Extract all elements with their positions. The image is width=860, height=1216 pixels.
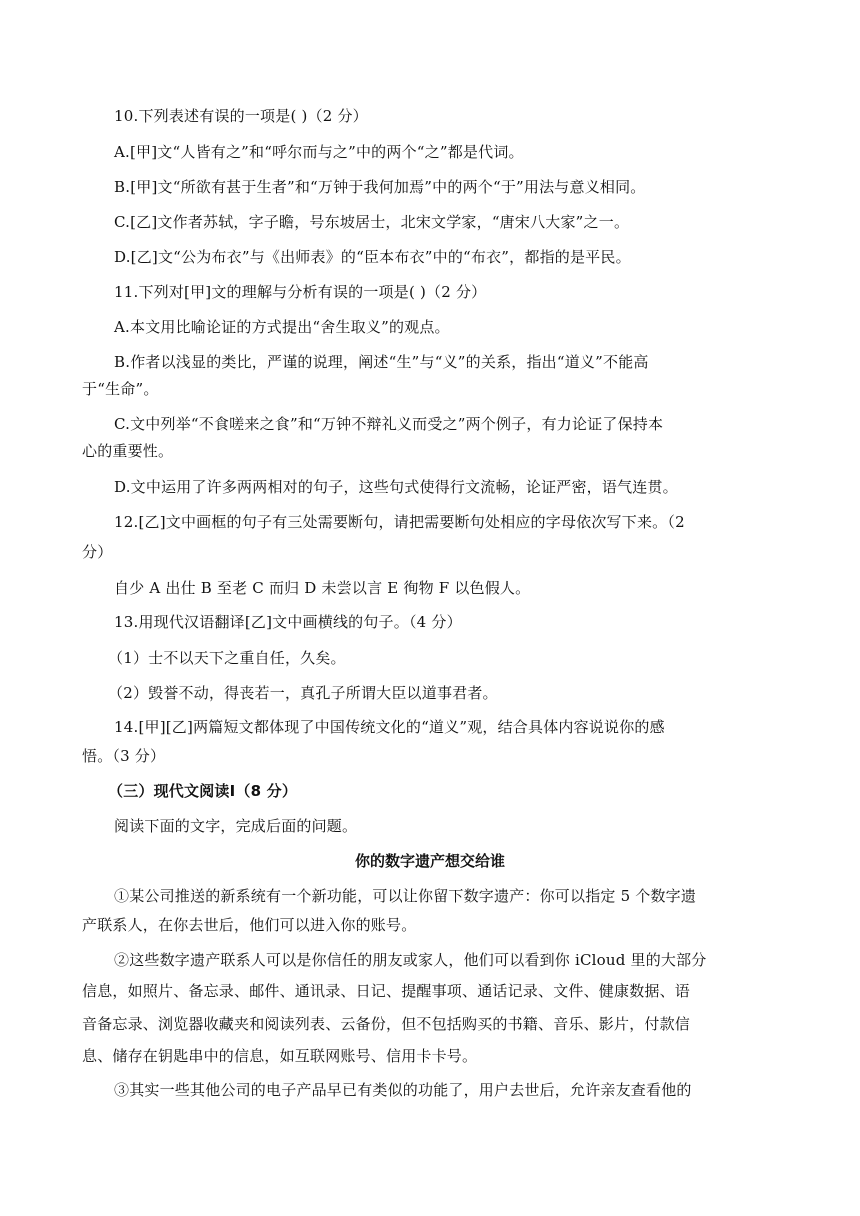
paragraph-1-line1: ①某公司推送的新系统有一个新功能，可以让你留下数字遗产：你可以指定 5 个数字遗 (114, 887, 697, 905)
paragraph-2-line1: ②这些数字遗产联系人可以是你信任的朋友或家人，他们可以看到你 iCloud 里的大部分 (114, 951, 707, 969)
q10-option-c: C.[乙]文作者苏轼，字子瞻，号东坡居士，北宋文学家，“唐宋八大家”之一。 (114, 213, 630, 231)
q11-option-a: A.本文用比喻论证的方式提出“舍生取义”的观点。 (114, 318, 450, 336)
q12-sentence: 自少 A 出仕 B 至老 C 而归 D 未尝以言 E 徇物 F 以色假人。 (114, 579, 531, 597)
q10-option-d: D.[乙]文“公为布衣”与《出师表》的“臣本布衣”中的“布衣”，都指的是平民。 (114, 248, 631, 266)
q13-stem: 13.用现代汉语翻译[乙]文中画横线的句子。（4 分） (114, 613, 462, 631)
paragraph-3-line1: ③其实一些其他公司的电子产品早已有类似的功能了，用户去世后，允许亲友查看他的 (114, 1081, 692, 1099)
q14-stem-line1: 14.[甲][乙]两篇短文都体现了中国传统文化的“道义”观，结合具体内容说说你的感 (114, 718, 665, 736)
q11-stem: 11.下列对[甲]文的理解与分析有误的一项是( )（2 分） (114, 283, 487, 301)
paragraph-1-line2: 产联系人，在你去世后，他们可以进入你的账号。 (82, 916, 417, 934)
paragraph-2-line4: 息、储存在钥匙串中的信息，如互联网账号、信用卡卡号。 (82, 1047, 478, 1065)
q10-stem: 10.下列表述有误的一项是( )（2 分） (114, 107, 368, 125)
q11-option-d: D.文中运用了许多两两相对的句子，这些句式使得行文流畅，论证严密，语气连贯。 (114, 478, 678, 496)
reading-instruction: 阅读下面的文字，完成后面的问题。 (114, 817, 358, 835)
q12-stem-line2: 分） (82, 543, 113, 561)
q13-sentence-1: （1）士不以天下之重自任，久矣。 (108, 649, 346, 667)
article-title: 你的数字遗产想交给谁 (354, 852, 505, 870)
section-heading: （三）现代文阅读Ⅰ（8 分） (108, 782, 298, 800)
q14-stem-line2: 悟。（3 分） (82, 747, 166, 765)
q11-option-c-line2: 心的重要性。 (82, 442, 174, 460)
q10-option-b: B.[甲]文“所欲有甚于生者”和“万钟于我何加焉”中的两个“于”用法与意义相同。 (114, 178, 646, 196)
q11-option-b-line1: B.作者以浅显的类比，严谨的说理，阐述“生”与“义”的关系，指出“道义”不能高 (114, 353, 649, 371)
q12-stem-line1: 12.[乙]文中画框的句子有三处需要断句，请把需要断句处相应的字母依次写下来。（2 (114, 513, 685, 531)
q13-sentence-2: （2）毁誉不动，得丧若一，真孔子所谓大臣以道事君者。 (108, 684, 498, 702)
paragraph-2-line2: 信息，如照片、备忘录、邮件、通讯录、日记、提醒事项、通话记录、文件、健康数据、语 (82, 982, 691, 1000)
q10-option-a: A.[甲]文“人皆有之”和“呼尔而与之”中的两个“之”都是代词。 (114, 143, 524, 161)
q11-option-c-line1: C.文中列举“不食嗟来之食”和“万钟不辩礼义而受之”两个例子，有力论证了保持本 (114, 415, 664, 433)
q11-option-b-line2: 于“生命”。 (82, 380, 159, 398)
paragraph-2-line3: 音备忘录、浏览器收藏夹和阅读列表、云备份，但不包括购买的书籍、音乐、影片，付款信 (82, 1015, 691, 1033)
